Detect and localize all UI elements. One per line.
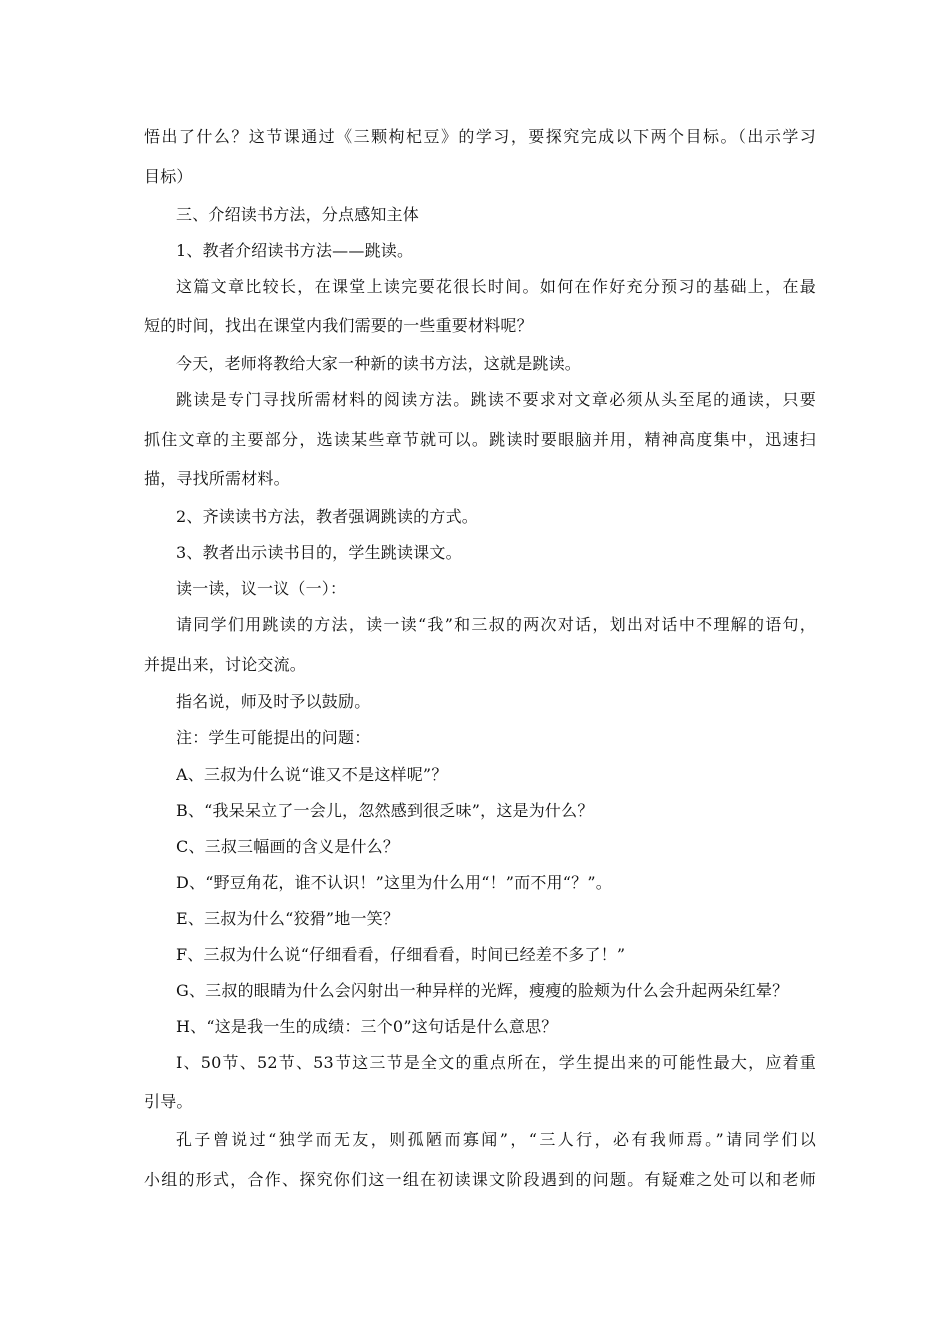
paragraph-line-7: 抓住文章的主要部分，选读某些章节就可以。跳读时要眼脑并用，精神高度集中，迅速扫 xyxy=(144,430,816,449)
question-item-i: I、50节、52节、53节这三节是全文的重点所在，学生提出来的可能性最大，应着重 xyxy=(176,1053,816,1072)
section-heading: 三、介绍读书方法，分点感知主体 xyxy=(176,205,420,224)
paragraph-line-12: 引导。 xyxy=(144,1092,193,1111)
question-item-e: E、三叔为什么“狡猾”地一笑？ xyxy=(176,909,400,928)
paragraph-line-1: 悟出了什么？这节课通过《三颗枸杞豆》的学习，要探究完成以下两个目标。（出示学习 xyxy=(144,127,816,146)
question-item-b: B、“我呆呆立了一会儿，忽然感到很乏味”，这是为什么？ xyxy=(176,801,594,820)
paragraph-line-3: 这篇文章比较长，在课堂上读完要花很长时间。如何在作好充分预习的基础上，在最 xyxy=(176,277,816,296)
paragraph-line-11: 指名说，师及时予以鼓励。 xyxy=(176,692,371,711)
note-heading: 注：学生可能提出的问题： xyxy=(176,728,371,747)
numbered-item-3: 3、教者出示读书目的，学生跳读课文。 xyxy=(176,543,462,562)
numbered-item-1: 1、教者介绍读书方法——跳读。 xyxy=(176,241,414,260)
paragraph-line-14: 小组的形式，合作、探究你们这一组在初读课文阶段遇到的问题。有疑难之处可以和老师 xyxy=(144,1170,816,1189)
paragraph-line-4: 短的时间，找出在课堂内我们需要的一些重要材料呢？ xyxy=(144,316,533,335)
paragraph-line-10: 并提出来，讨论交流。 xyxy=(144,655,307,674)
activity-heading: 读一读，议一议（一）： xyxy=(176,579,347,598)
paragraph-line-9: 请同学们用跳读的方法，读一读“我”和三叔的两次对话，划出对话中不理解的语句， xyxy=(176,615,816,634)
question-item-f: F、三叔为什么说“仔细看看，仔细看看，时间已经差不多了！” xyxy=(176,945,626,964)
paragraph-line-5: 今天，老师将教给大家一种新的读书方法，这就是跳读。 xyxy=(176,354,582,373)
paragraph-line-13: 孔子曾说过“独学而无友，则孤陋而寡闻”，“三人行，必有我师焉。”请同学们以 xyxy=(176,1130,816,1149)
question-item-d: D、“野豆角花，谁不认识！”这里为什么用“！”而不用“？”。 xyxy=(176,873,612,892)
question-item-g: G、三叔的眼睛为什么会闪射出一种异样的光辉，瘦瘦的脸颊为什么会升起两朵红晕？ xyxy=(176,981,789,1000)
question-item-a: A、三叔为什么说“谁又不是这样呢”？ xyxy=(176,765,448,784)
question-item-h: H、“这是我一生的成绩：三个0”这句话是什么意思？ xyxy=(176,1017,558,1036)
paragraph-line-6: 跳读是专门寻找所需材料的阅读方法。跳读不要求对文章必须从头至尾的通读，只要 xyxy=(176,390,816,409)
paragraph-line-2: 目标） xyxy=(144,167,193,186)
question-item-c: C、三叔三幅画的含义是什么？ xyxy=(176,837,400,856)
numbered-item-2: 2、齐读读书方法，教者强调跳读的方式。 xyxy=(176,507,478,526)
paragraph-line-8: 描，寻找所需材料。 xyxy=(144,469,290,488)
